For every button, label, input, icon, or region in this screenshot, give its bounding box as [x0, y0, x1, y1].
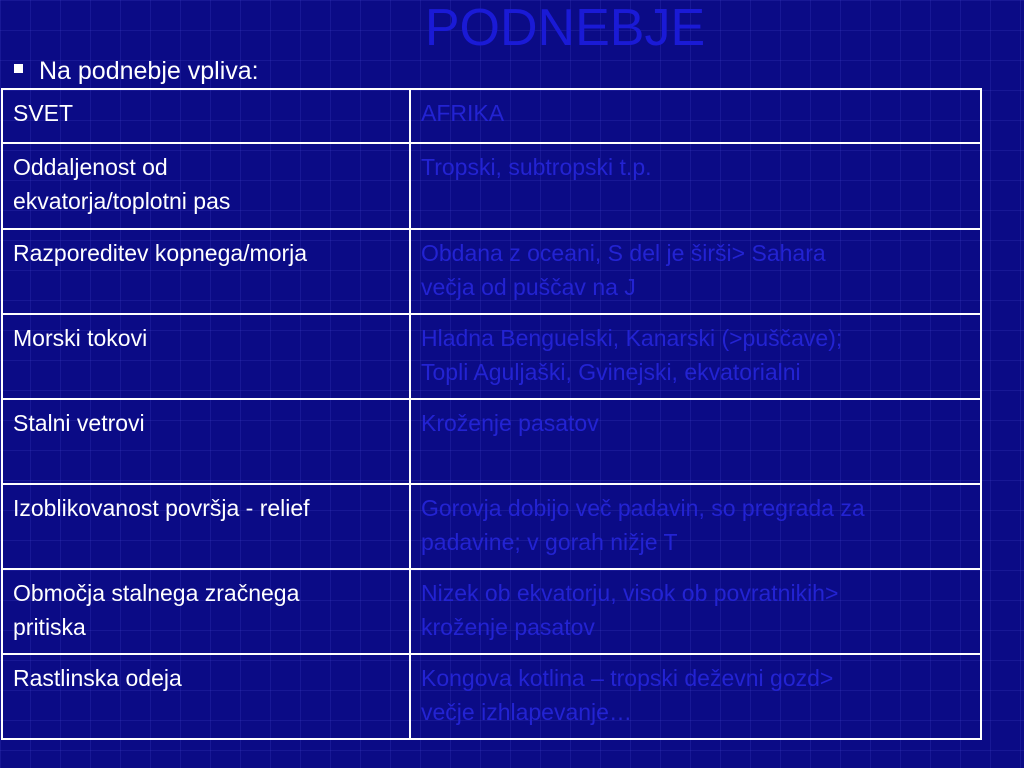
africa-text: Kroženje pasatov [421, 410, 599, 436]
africa-text: padavine; v gorah nižje T [421, 529, 678, 555]
factor-text: Morski tokovi [13, 325, 148, 351]
factor-cell [2, 654, 410, 739]
factor-cell [2, 569, 410, 654]
factor-cell [2, 399, 410, 484]
factor-text: Območja stalnega zračnega [13, 580, 300, 606]
africa-text: večja od puščav na J [421, 274, 636, 300]
table-row [2, 399, 981, 484]
factor-cell [2, 484, 410, 569]
bullet-text: Na podnebje vpliva: [39, 57, 259, 85]
factor-text: ekvatorja/toplotni pas [13, 188, 231, 214]
factor-text: pritiska [13, 614, 86, 640]
factor-text: Oddaljenost od [13, 154, 168, 180]
factor-cell [2, 143, 410, 229]
africa-text: kroženje pasatov [421, 614, 595, 640]
africa-text: Kongova kotlina – tropski deževni gozd> [421, 665, 834, 691]
slide-title: PODNEBJE [424, 0, 706, 57]
table-row [2, 654, 981, 739]
header-cell-svet: SVET [2, 89, 410, 143]
africa-cell [410, 229, 981, 314]
factor-text: Razporeditev kopnega/morja [13, 240, 308, 266]
africa-text: Gorovja dobijo več padavin, so pregrada za [421, 495, 865, 521]
africa-cell [410, 143, 981, 229]
table-row [2, 314, 981, 399]
climate-factors-table [1, 88, 982, 740]
africa-text: Topli Aguljaški, Gvinejski, ekvatorialni [421, 359, 801, 385]
africa-text: Nizek ob ekvatorju, visok ob povratnikih> [421, 580, 839, 606]
table-row [2, 484, 981, 569]
header-cell-afrika: AFRIKA [410, 89, 981, 143]
square-bullet-icon [14, 64, 23, 73]
africa-text: Obdana z oceani, S del je širši> Sahara [421, 240, 826, 266]
table-header-row [2, 89, 981, 143]
factor-cell [2, 229, 410, 314]
table-row [2, 569, 981, 654]
factor-text: Stalni vetrovi [13, 410, 145, 436]
africa-cell [410, 399, 981, 484]
table-row [2, 143, 981, 229]
table-row [2, 229, 981, 314]
bullet-item [14, 56, 259, 86]
africa-cell [410, 314, 981, 399]
africa-text: Hladna Benguelski, Kanarski (>puščave); [421, 325, 843, 351]
africa-cell [410, 569, 981, 654]
africa-cell [410, 484, 981, 569]
africa-cell [410, 654, 981, 739]
factor-cell [2, 314, 410, 399]
factor-text: Rastlinska odeja [13, 665, 182, 691]
africa-text: večje izhlapevanje… [421, 699, 632, 725]
factor-text: Izoblikovanost površja - relief [13, 495, 310, 521]
africa-text: Tropski, subtropski t.p. [421, 154, 652, 180]
